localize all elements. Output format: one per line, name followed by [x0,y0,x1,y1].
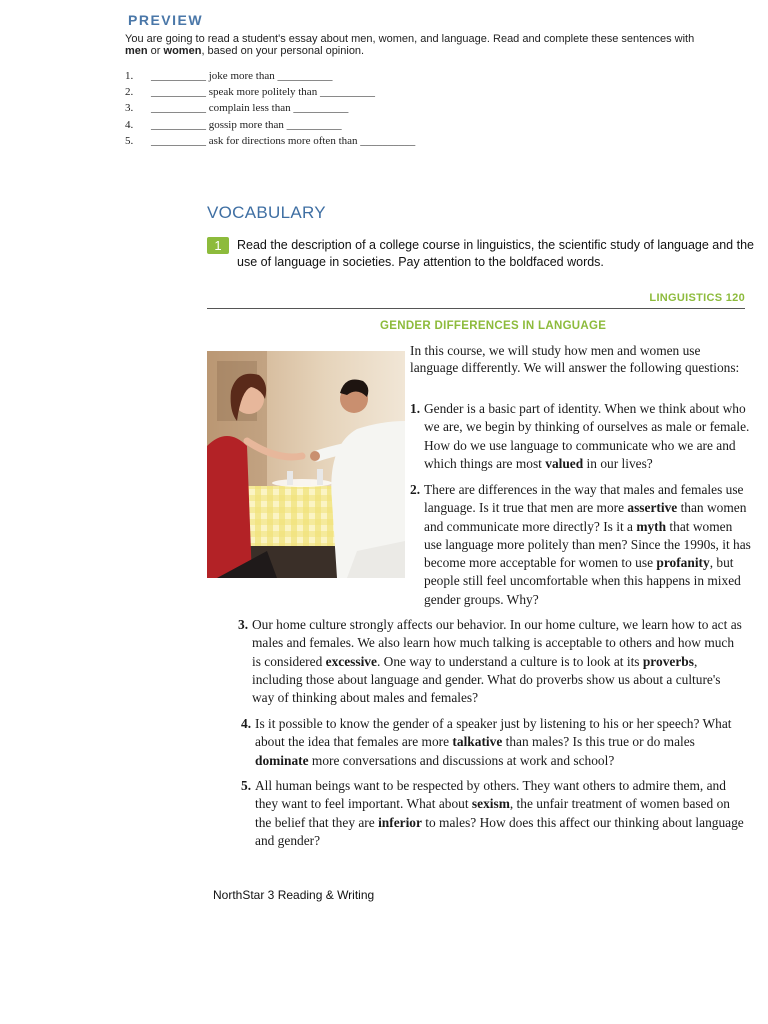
course-code: LINGUISTICS 120 [649,292,745,304]
preview-item: 4. __________ gossip more than __________ [125,119,342,131]
question-item: 4. Is it possible to know the gender of a speaker just by listening to his or her speech? What about the idea that females are more talkative than males? Is this true or do males dominate more conversations and discussions at work and school? [241,716,732,768]
preview-item: 3. __________ complain less than __________ [125,102,349,114]
article-title: GENDER DIFFERENCES IN LANGUAGE [380,320,607,332]
question-item: 2. There are differences in the way that males and females use language. Is it true that men are more assertive than women and communicate more directly? Is it a myth that women use language more politely than men? Since the 1990s, it has become more acceptable for women to use profanity, but people still feel uncomfortable when this happens in mixed gender groups. Why? [410,482,751,607]
couple-photo [207,351,405,578]
article-intro: In this course, we will study how men and women use language differently. We will answer the following questions: [410,343,740,375]
exercise-instructions: Read the description of a college course in linguistics, the scientific study of language and the use of language in societies. Pay attention to the boldfaced words. [237,238,754,269]
vocabulary-heading: VOCABULARY [207,203,326,222]
preview-item: 5. __________ ask for directions more often than __________ [125,135,416,147]
question-item: 5. All human beings want to be respected by others. They want others to admire them, and they want to feel important. What about sexism, the unfair treatment of women based on the belief that they are inferior to males? How does this affect our thinking about language and gender? [241,778,744,848]
divider [207,308,745,309]
preview-item: 1. __________ joke more than __________ [125,70,333,82]
preview-instructions: You are going to read a student's essay about men, women, and language. Read and complete these sentences with men or women, based on your personal opinion. [125,33,695,57]
question-item: 1. Gender is a basic part of identity. When we think about who we are, we begin by thinking of ourselves as male or female. How do we use language to communicate who we are and which things are most valued in our lives? [410,401,750,471]
page-footer: NorthStar 3 Reading & Writing [213,888,375,902]
preview-heading: PREVIEW [128,12,204,28]
question-item: 3. Our home culture strongly affects our behavior. In our home culture, we learn how to act as males and females. We also learn how much talking is acceptable to others and how much is considered excessive. One way to understand a culture is to look at its proverbs, including those about language and gender. What do proverbs show us about a culture's way of thinking about males and females? [238,617,742,706]
exercise-number-badge: 1 [207,237,229,254]
preview-item: 2. __________ speak more politely than __________ [125,86,375,98]
